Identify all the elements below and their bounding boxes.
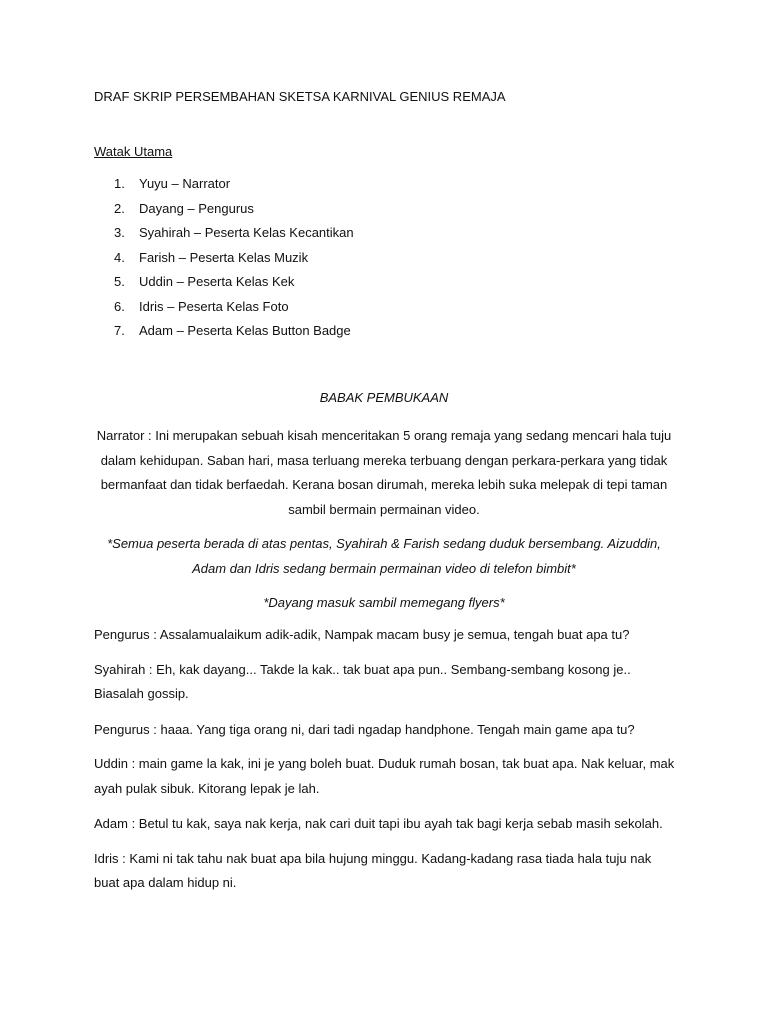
cast-list <box>94 172 654 344</box>
dialogue-line: Pengurus : Assalamualaikum adik-adik, Nampak macam busy je semua, tengah buat apa tu? <box>94 627 630 642</box>
cast-item-number: 2. <box>114 200 125 216</box>
cast-heading: Watak Utama <box>94 144 173 159</box>
cast-item <box>94 319 654 344</box>
dialogue-line: Uddin : main game la kak, ini je yang boleh buat. Duduk rumah bosan, tak buat apa. Nak keluar, mak ayah pulak sibuk. Kitorang lepak je lah. <box>94 756 675 796</box>
stage-direction: *Semua peserta berada di atas pentas, Syahirah & Farish sedang duduk bersembang. Aizuddin, Adam dan Idris sedang bermain permainan video di telefon bimbit* <box>107 536 661 576</box>
stage-direction: *Dayang masuk sambil memegang flyers* <box>263 595 505 610</box>
cast-item <box>94 295 654 320</box>
cast-item-number: 6. <box>114 298 125 314</box>
cast-item <box>94 172 654 197</box>
cast-item-number: 4. <box>114 249 125 265</box>
document-title: DRAF SKRIP PERSEMBAHAN SKETSA KARNIVAL GENIUS REMAJA <box>94 89 506 104</box>
dialogue-line: Syahirah : Eh, kak dayang... Takde la kak.. tak buat apa pun.. Sembang-sembang kosong je.. Biasalah gossip. <box>94 661 631 701</box>
dialogue-line: Pengurus : haaa. Yang tiga orang ni, dari tadi ngadap handphone. Tengah main game apa tu? <box>94 721 635 737</box>
dialogue-section <box>94 623 679 907</box>
cast-item-text: Idris – Peserta Kelas Foto <box>139 298 289 314</box>
cast-item-number: 3. <box>114 225 125 240</box>
cast-item <box>94 246 654 271</box>
cast-item-text: Yuyu – Narrator <box>139 176 231 191</box>
scene-title: BABAK PEMBUKAAN <box>319 390 449 405</box>
cast-item-number: 5. <box>114 274 125 289</box>
cast-item <box>94 270 654 295</box>
dialogue-line: Idris : Kami ni tak tahu nak buat apa bila hujung minggu. Kadang-kadang rasa tiada hala tuju nak buat apa dalam hidup ni. <box>94 850 652 890</box>
dialogue-line: Adam : Betul tu kak, saya nak kerja, nak cari duit tapi ibu ayah tak bagi kerja sebab masih sekolah. <box>94 816 663 831</box>
narration-paragraph: Narrator : Ini merupakan sebuah kisah menceritakan 5 orang remaja yang sedang mencari hala tuju dalam kehidupan. Saban hari, masa terluang mereka terbuang dengan perkara-perkara yang tidak bermanfaat dan tidak berfaedah. Kerana bosan dirumah, mereka lebih suka melepak di tepi taman sambil bermain permainan video. <box>96 428 672 517</box>
cast-item-text: Uddin – Peserta Kelas Kek <box>139 274 295 289</box>
cast-item-number: 7. <box>114 323 125 338</box>
cast-item <box>94 197 654 222</box>
cast-item-number: 1. <box>114 176 125 191</box>
cast-item-text: Adam – Peserta Kelas Button Badge <box>139 323 351 338</box>
cast-item-text: Dayang – Pengurus <box>139 200 254 216</box>
cast-item-text: Syahirah – Peserta Kelas Kecantikan <box>139 225 354 240</box>
cast-item <box>94 221 654 246</box>
cast-item-text: Farish – Peserta Kelas Muzik <box>139 249 309 265</box>
